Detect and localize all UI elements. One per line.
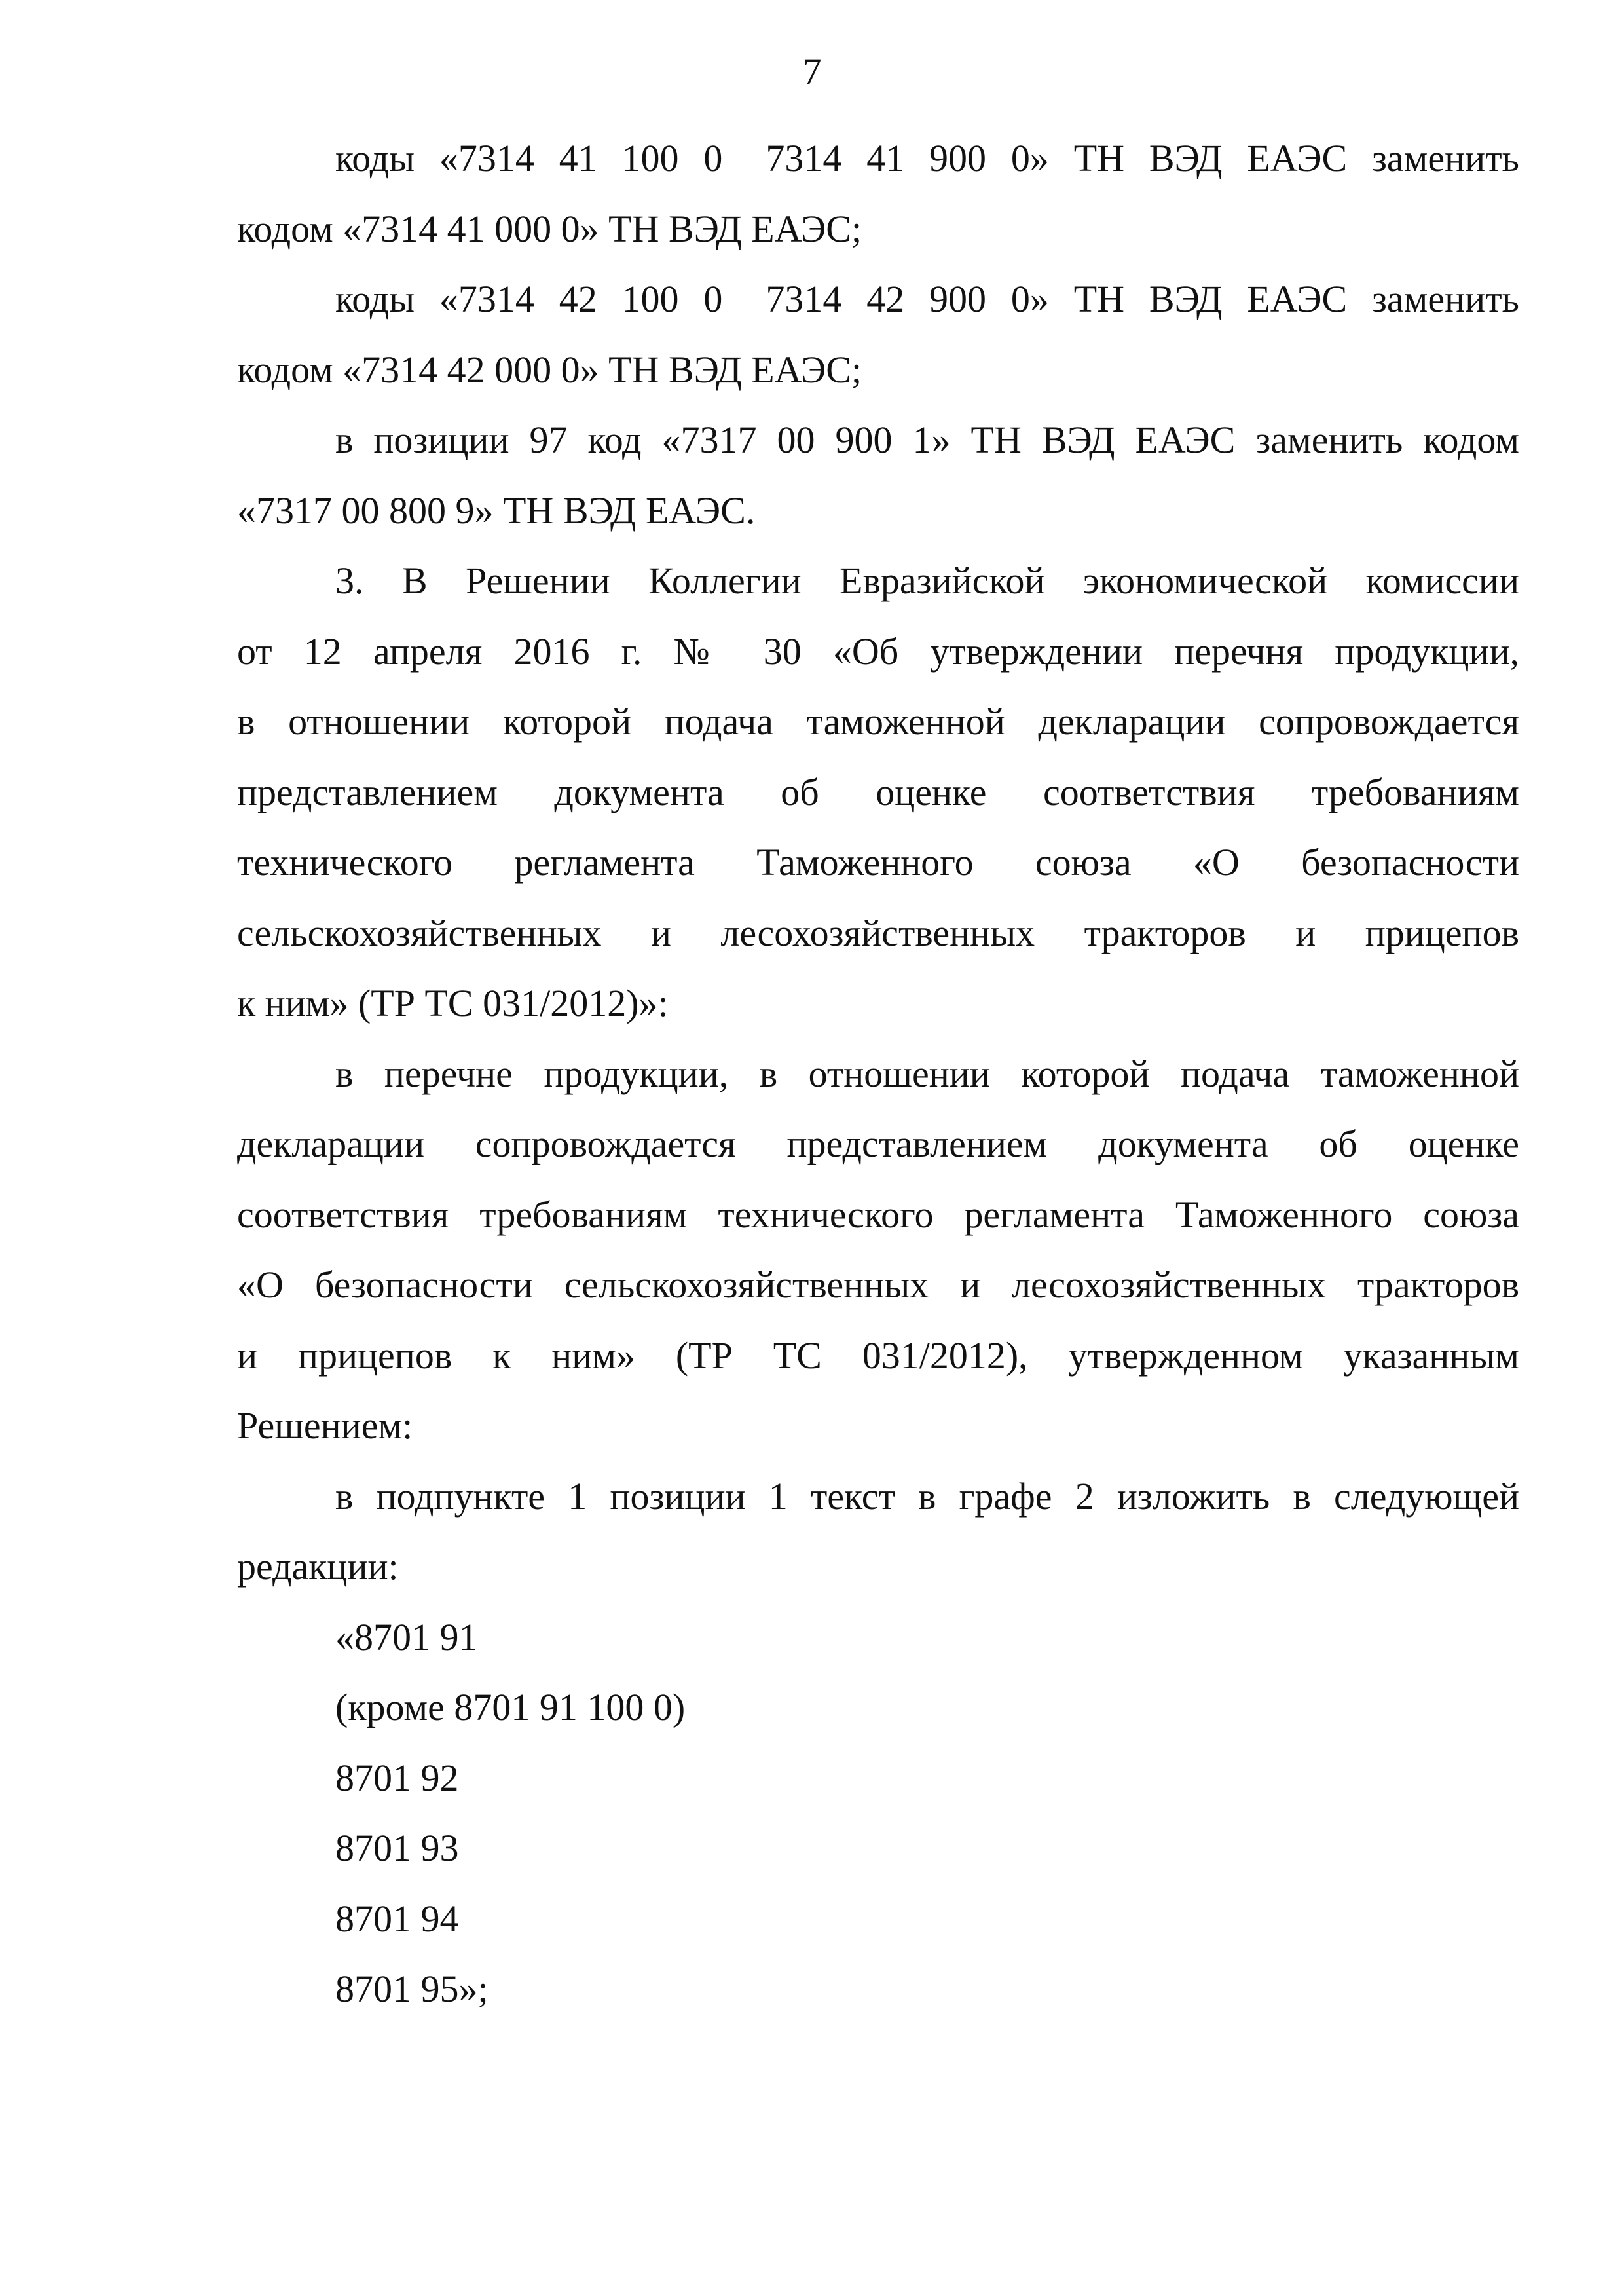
page-number: 7	[802, 50, 822, 93]
text-line: кодом «7314 42 000 0» ТН ВЭД ЕАЭС;	[237, 348, 862, 391]
code-list-item: 8701 95»;	[335, 1968, 489, 2010]
text-line: «7317 00 800 9» ТН ВЭД ЕАЭС.	[237, 489, 756, 532]
text-line: кодом «7314 41 000 0» ТН ВЭД ЕАЭС;	[237, 207, 862, 250]
text-line: в отношении которой подача таможенной декларации сопровождается	[237, 700, 1519, 743]
code-list-item: «8701 91	[335, 1615, 478, 1658]
text-line: сельскохозяйственных и лесохозяйственных тракторов и прицепов	[237, 911, 1519, 954]
code-list-item: 8701 93	[335, 1827, 459, 1869]
code-list-item: (кроме 8701 91 100 0)	[335, 1686, 686, 1728]
text-line: «О безопасности сельскохозяйственных и лесохозяйственных тракторов	[237, 1263, 1519, 1306]
code-list-item: 8701 92	[335, 1756, 459, 1799]
paragraph-codes-7314-42	[237, 264, 1519, 405]
paragraph-subitem-1	[237, 1461, 1519, 1602]
text-line: Решением:	[237, 1404, 413, 1447]
text-line: декларации сопровождается представлением документа об оценке	[237, 1123, 1519, 1165]
text-line: коды «7314 41 100 0 7314 41 900 0» ТН ВЭД ЕАЭС заменить	[335, 137, 1519, 179]
text-line: в перечне продукции, в отношении которой подача таможенной	[335, 1052, 1519, 1095]
code-list-item: 8701 94	[335, 1897, 459, 1940]
text-line: редакции:	[237, 1545, 399, 1588]
code-list	[237, 1602, 1519, 2024]
document-body	[237, 123, 1519, 2024]
text-line: 3. В Решении Коллегии Евразийской экономической комиссии	[335, 559, 1519, 602]
text-line: в подпункте 1 позиции 1 текст в графе 2 изложить в следующей	[335, 1474, 1519, 1518]
text-line: технического регламента Таможенного союза «О безопасности	[237, 841, 1519, 884]
text-line: и прицепов к ним» (ТР ТС 031/2012), утвержденном указанным	[237, 1334, 1519, 1377]
text-line: в позиции 97 код «7317 00 900 1» ТН ВЭД ЕАЭС заменить кодом	[335, 419, 1519, 461]
paragraph-position-97	[237, 405, 1519, 546]
paragraph-codes-7314-41	[237, 123, 1519, 264]
text-line: коды «7314 42 100 0 7314 42 900 0» ТН ВЭД ЕАЭС заменить	[335, 278, 1519, 320]
text-line: соответствия требованиям технического регламента Таможенного союза	[237, 1193, 1519, 1236]
paragraph-decision-30	[237, 546, 1519, 1039]
text-line: от 12 апреля 2016 г. № 30 «Об утверждении перечня продукции,	[237, 629, 1519, 673]
paragraph-product-list	[237, 1039, 1519, 1461]
text-line: к ним» (ТР ТС 031/2012)»:	[237, 982, 669, 1024]
text-line: представлением документа об оценке соответствия требованиям	[237, 770, 1519, 813]
